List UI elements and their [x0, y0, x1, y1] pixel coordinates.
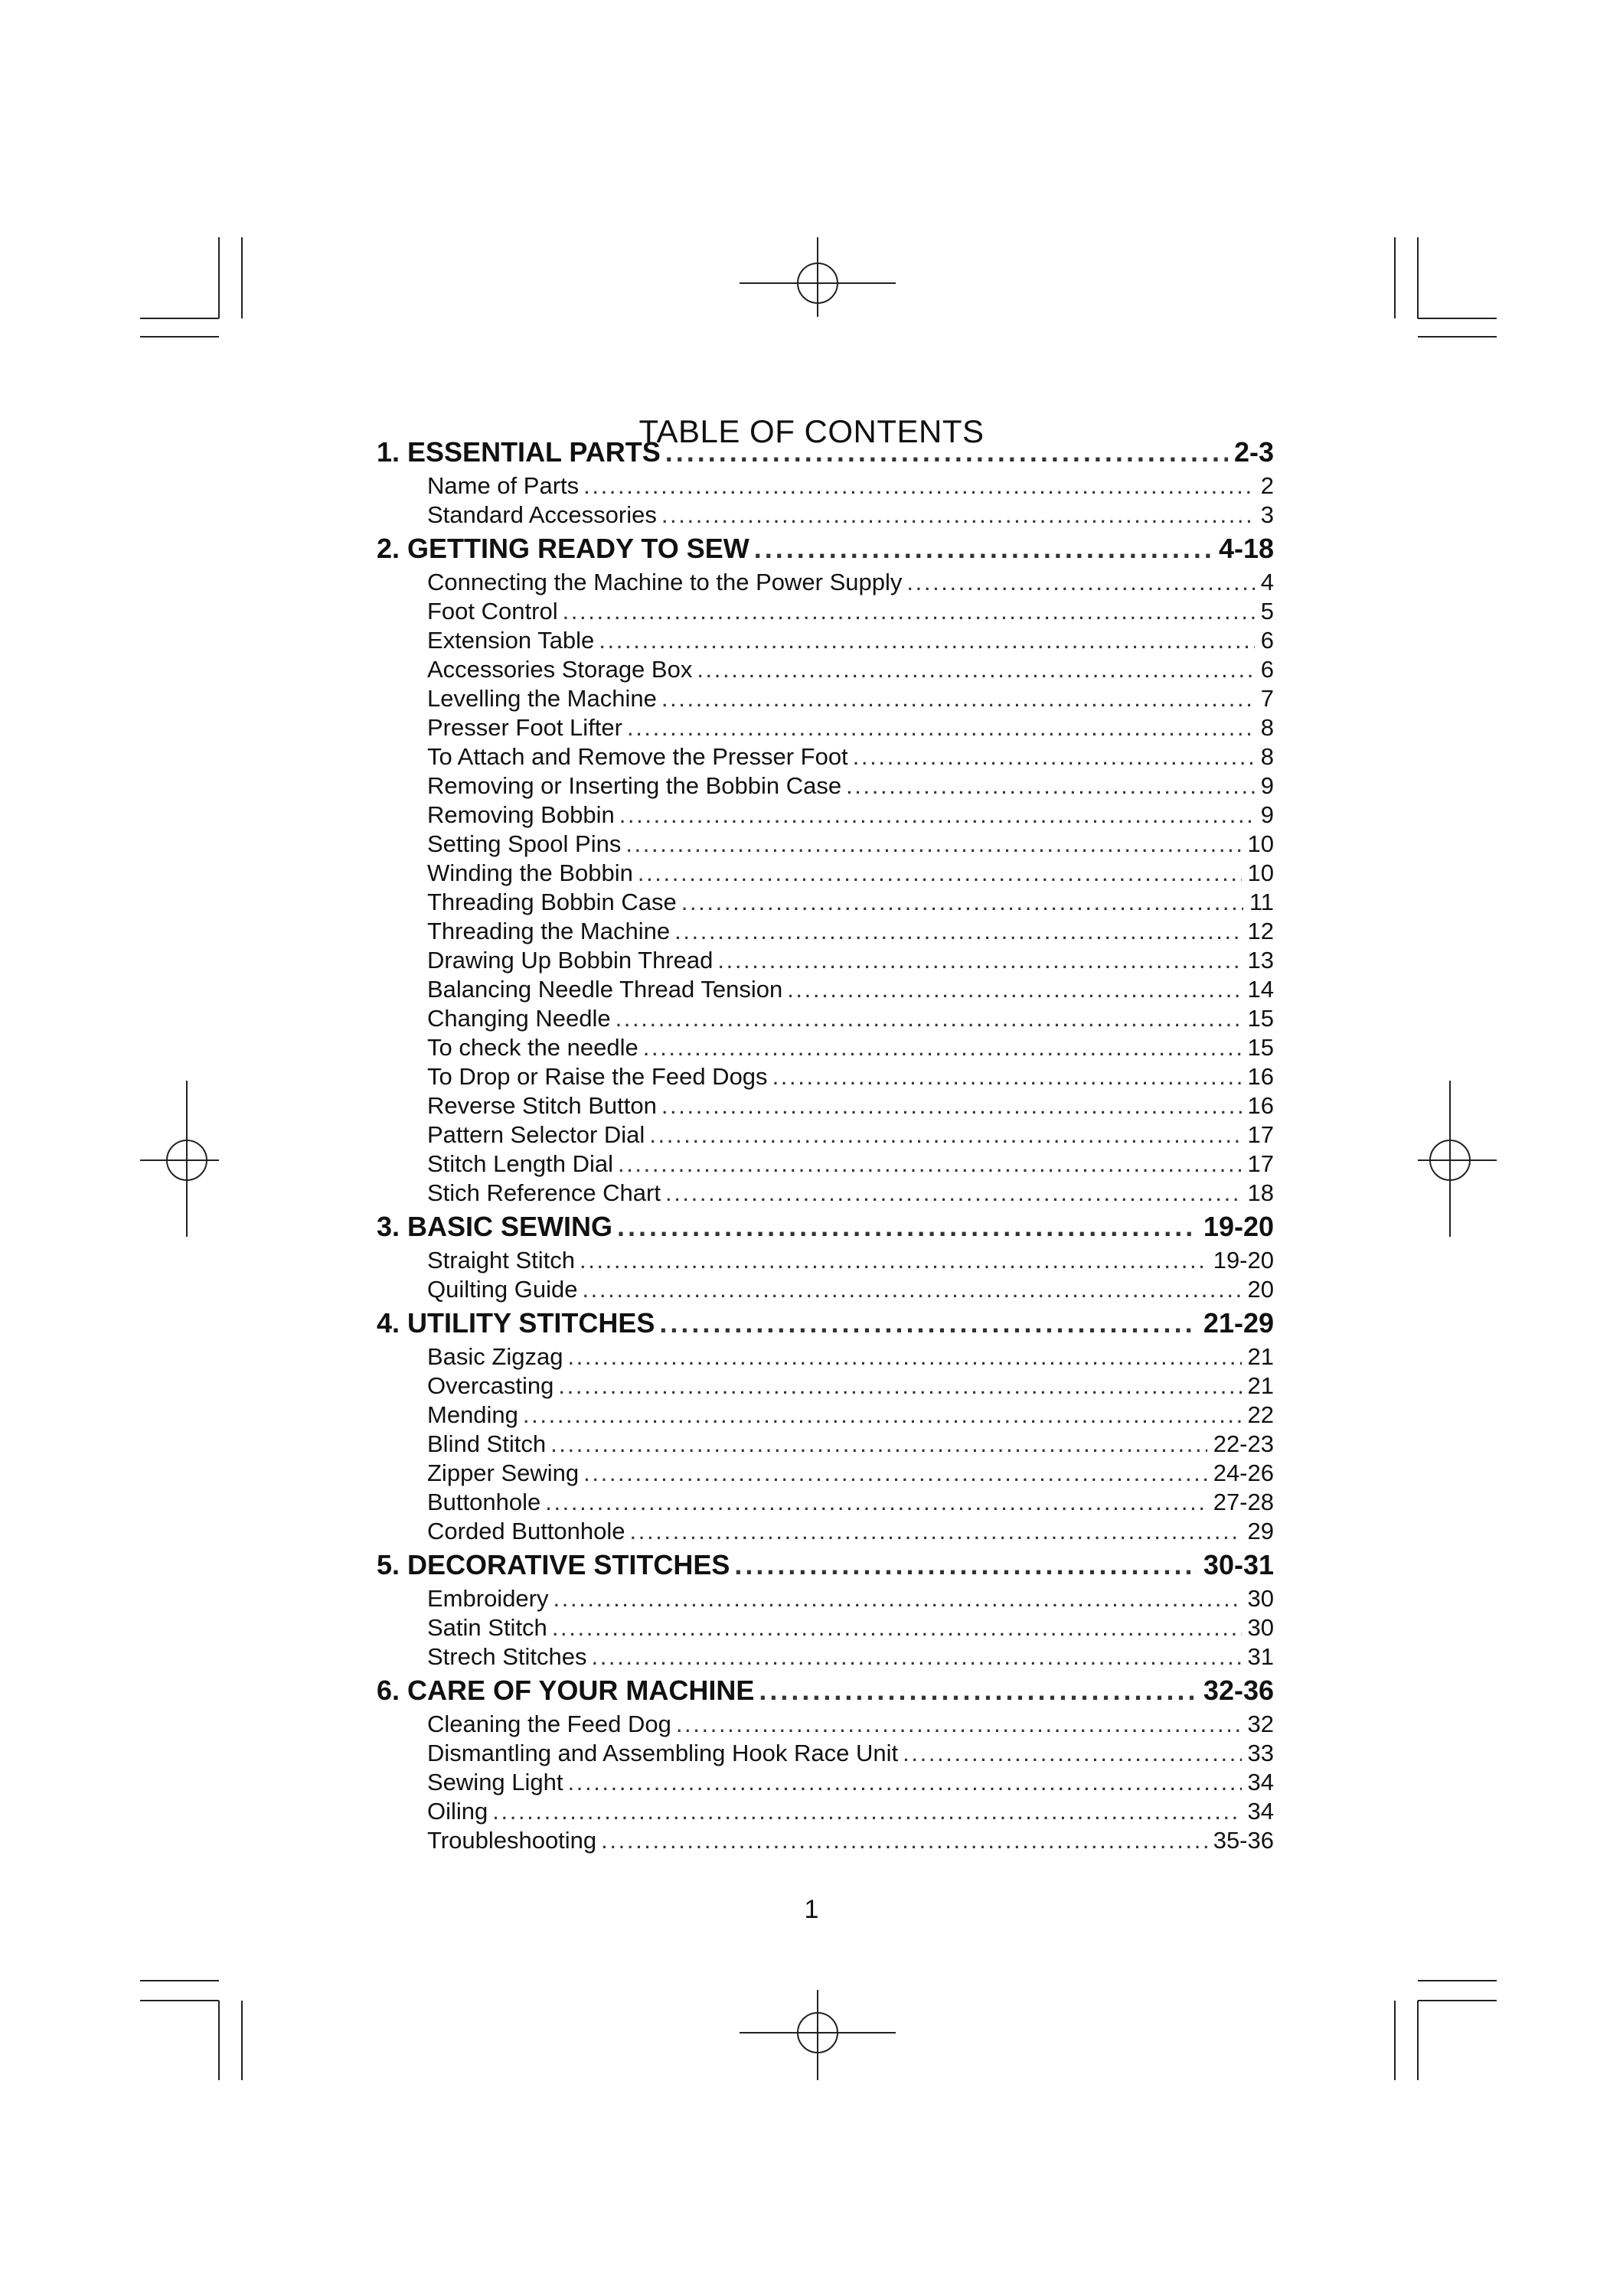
dot-leader: [552, 1613, 1242, 1642]
entry-page: 8: [1260, 714, 1274, 741]
toc-entry[interactable]: [377, 1613, 1274, 1642]
toc-entry[interactable]: [377, 1739, 1274, 1768]
dot-leader: [583, 471, 1255, 501]
toc-entry[interactable]: [377, 713, 1274, 742]
dot-leader: [554, 1584, 1242, 1613]
entry-title: Levelling the Machine: [427, 685, 657, 712]
entry-title: Reverse Stitch Button: [427, 1092, 657, 1119]
entry-title: Removing Bobbin: [427, 801, 615, 828]
entry-title: Stitch Length Dial: [427, 1150, 613, 1177]
dot-leader: [619, 801, 1255, 830]
entry-page: 7: [1260, 685, 1274, 712]
toc-entry[interactable]: [377, 1004, 1274, 1033]
entry-title: Standard Accessories: [427, 501, 657, 528]
entry-page: 21: [1247, 1343, 1274, 1370]
entry-title: Presser Foot Lifter: [427, 714, 622, 741]
section-page-range: 21-29: [1203, 1307, 1274, 1339]
toc-entry[interactable]: [377, 1179, 1274, 1208]
entry-page: 27-28: [1213, 1489, 1274, 1515]
toc-entry[interactable]: [377, 1033, 1274, 1062]
dot-leader: [567, 1342, 1241, 1371]
entry-page: 34: [1247, 1798, 1274, 1825]
entry-page: 4: [1260, 569, 1274, 595]
entry-title: Threading Bobbin Case: [427, 889, 677, 915]
entry-title: Corded Buttonhole: [427, 1518, 625, 1544]
dot-leader: [759, 1671, 1197, 1710]
entry-title: Pattern Selector Dial: [427, 1121, 645, 1148]
dot-leader: [625, 830, 1241, 859]
dot-leader: [638, 859, 1242, 888]
dot-leader: [665, 433, 1228, 471]
toc-section-heading[interactable]: [377, 530, 1274, 568]
dot-leader: [772, 1062, 1242, 1091]
entry-title: To Attach and Remove the Presser Foot: [427, 743, 848, 770]
toc-section-heading[interactable]: [377, 1304, 1274, 1342]
toc-section-heading[interactable]: [377, 1546, 1274, 1584]
dot-leader: [568, 1768, 1242, 1797]
dot-leader: [697, 655, 1254, 684]
toc-entry[interactable]: [377, 1246, 1274, 1275]
toc-entry[interactable]: [377, 1797, 1274, 1826]
dot-leader: [734, 1546, 1197, 1584]
entry-title: To check the needle: [427, 1034, 638, 1061]
entry-title: Embroidery: [427, 1585, 549, 1612]
entry-page: 10: [1247, 830, 1274, 857]
entry-page: 31: [1247, 1643, 1274, 1670]
entry-title: Changing Needle: [427, 1005, 611, 1032]
toc-entry[interactable]: [377, 1150, 1274, 1179]
toc-entry[interactable]: [377, 1091, 1274, 1120]
entry-title: Blind Stitch: [427, 1430, 547, 1457]
entry-page: 6: [1260, 627, 1274, 654]
toc-entry[interactable]: [377, 975, 1274, 1004]
entry-page: 5: [1260, 598, 1274, 625]
entry-title: Name of Parts: [427, 472, 580, 499]
dot-leader: [681, 888, 1243, 917]
entry-page: 17: [1247, 1121, 1274, 1148]
entry-page: 22-23: [1213, 1430, 1274, 1457]
dot-leader: [563, 597, 1255, 626]
section-title: 3. BASIC SEWING: [377, 1211, 613, 1242]
toc-entry[interactable]: [377, 1459, 1274, 1488]
toc-section-heading[interactable]: [377, 433, 1274, 471]
entry-page: 29: [1247, 1518, 1274, 1544]
dot-leader: [591, 1642, 1241, 1671]
entry-page: 17: [1247, 1150, 1274, 1177]
entry-title: Buttonhole: [427, 1489, 541, 1515]
dot-leader: [616, 1004, 1242, 1033]
dot-leader: [580, 1246, 1207, 1275]
section-page-range: 32-36: [1203, 1675, 1274, 1706]
registration-mark-bottom: [740, 1990, 896, 2080]
entry-title: Stich Reference Chart: [427, 1179, 661, 1206]
entry-page: 14: [1247, 976, 1274, 1003]
entry-page: 34: [1247, 1769, 1274, 1795]
entry-title: Setting Spool Pins: [427, 830, 622, 857]
entry-title: Threading the Machine: [427, 918, 671, 944]
entry-page: 15: [1247, 1005, 1274, 1032]
dot-leader: [853, 742, 1255, 771]
entry-title: Accessories Storage Box: [427, 656, 693, 683]
dot-leader: [787, 975, 1241, 1004]
table-of-contents: [377, 433, 1274, 1855]
dot-leader: [558, 1371, 1241, 1401]
section-title: 4. UTILITY STITCHES: [377, 1307, 655, 1339]
dot-leader: [599, 626, 1254, 655]
section-title: 1. ESSENTIAL PARTS: [377, 436, 661, 468]
dot-leader: [676, 1710, 1242, 1739]
toc-entry[interactable]: [377, 684, 1274, 713]
entry-page: 19-20: [1213, 1247, 1274, 1274]
toc-entry[interactable]: [377, 1826, 1274, 1855]
entry-title: Dismantling and Assembling Hook Race Unit: [427, 1740, 899, 1766]
toc-entry[interactable]: [377, 471, 1274, 501]
entry-page: 10: [1247, 859, 1274, 886]
entry-title: Drawing Up Bobbin Thread: [427, 947, 714, 974]
toc-entry[interactable]: [377, 655, 1274, 684]
entry-title: Connecting the Machine to the Power Supply: [427, 569, 903, 595]
entry-page: 3: [1260, 501, 1274, 528]
entry-page: 9: [1260, 801, 1274, 828]
section-page-range: 19-20: [1203, 1211, 1274, 1242]
dot-leader: [661, 501, 1255, 530]
registration-mark-top: [740, 237, 896, 317]
entry-page: 13: [1247, 947, 1274, 974]
registration-mark-right: [1418, 1081, 1497, 1237]
entry-page: 35-36: [1213, 1827, 1274, 1854]
dot-leader: [661, 684, 1255, 713]
toc-entry[interactable]: [377, 501, 1274, 530]
section-title: 5. DECORATIVE STITCHES: [377, 1549, 730, 1580]
crop-mark-bottom-right: [1395, 1981, 1497, 2080]
entry-title: Sewing Light: [427, 1769, 563, 1795]
dot-leader: [659, 1304, 1197, 1342]
dot-leader: [545, 1488, 1207, 1517]
toc-entry[interactable]: [377, 859, 1274, 888]
entry-title: To Drop or Raise the Feed Dogs: [427, 1063, 768, 1090]
entry-page: 32: [1247, 1711, 1274, 1737]
toc-entry[interactable]: [377, 1642, 1274, 1671]
entry-page: 30: [1247, 1614, 1274, 1641]
dot-leader: [903, 1739, 1241, 1768]
entry-page: 21: [1247, 1372, 1274, 1399]
toc-entry[interactable]: [377, 1401, 1274, 1430]
dot-leader: [582, 1275, 1241, 1304]
entry-title: Removing or Inserting the Bobbin Case: [427, 772, 842, 799]
toc-entry[interactable]: [377, 888, 1274, 917]
entry-page: 22: [1247, 1401, 1274, 1428]
toc-entry[interactable]: [377, 1062, 1274, 1091]
toc-entry[interactable]: [377, 1430, 1274, 1459]
entry-title: Balancing Needle Thread Tension: [427, 976, 783, 1003]
entry-page: 9: [1260, 772, 1274, 799]
entry-page: 6: [1260, 656, 1274, 683]
entry-page: 24-26: [1213, 1459, 1274, 1486]
toc-entry[interactable]: [377, 597, 1274, 626]
toc-entry[interactable]: [377, 568, 1274, 597]
entry-title: Oiling: [427, 1798, 488, 1825]
toc-entry[interactable]: [377, 1342, 1274, 1371]
page-number: 1: [804, 1895, 819, 1924]
section-page-range: 2-3: [1233, 436, 1274, 468]
toc-entry[interactable]: [377, 946, 1274, 975]
dot-leader: [754, 530, 1213, 568]
toc-entry[interactable]: [377, 917, 1274, 946]
entry-page: 11: [1249, 889, 1274, 915]
dot-leader: [717, 946, 1241, 975]
crop-mark-top-right: [1395, 237, 1497, 337]
toc-entry[interactable]: [377, 1584, 1274, 1613]
dot-leader: [492, 1797, 1241, 1826]
dot-leader: [630, 1517, 1242, 1546]
toc-entry[interactable]: [377, 1120, 1274, 1150]
dot-leader: [617, 1208, 1197, 1246]
dot-leader: [846, 771, 1255, 801]
toc-entry[interactable]: [377, 1517, 1274, 1546]
toc-entry[interactable]: [377, 626, 1274, 655]
dot-leader: [649, 1120, 1241, 1150]
registration-mark-left: [140, 1081, 219, 1237]
toc-section-heading[interactable]: [377, 1671, 1274, 1710]
entry-page: 20: [1247, 1276, 1274, 1303]
entry-page: 12: [1247, 918, 1274, 944]
entry-page: 30: [1247, 1585, 1274, 1612]
dot-leader: [550, 1430, 1207, 1459]
toc-entry[interactable]: [377, 1710, 1274, 1739]
dot-leader: [618, 1150, 1242, 1179]
section-page-range: 4-18: [1218, 533, 1274, 564]
crop-mark-top-left: [140, 237, 242, 337]
entry-title: Strech Stitches: [427, 1643, 587, 1670]
entry-page: 8: [1260, 743, 1274, 770]
entry-page: 16: [1247, 1063, 1274, 1090]
toc-entry[interactable]: [377, 1275, 1274, 1304]
entry-title: Mending: [427, 1401, 518, 1428]
entry-title: Quilting Guide: [427, 1276, 578, 1303]
entry-title: Foot Control: [427, 598, 558, 625]
entry-title: Winding the Bobbin: [427, 859, 633, 886]
entry-title: Satin Stitch: [427, 1614, 547, 1641]
toc-entry[interactable]: [377, 1488, 1274, 1517]
entry-page: 2: [1260, 472, 1274, 499]
section-title: 6. CARE OF YOUR MACHINE: [377, 1675, 755, 1706]
page-title: TABLE OF CONTENTS: [638, 413, 985, 450]
section-page-range: 30-31: [1203, 1549, 1274, 1580]
entry-title: Straight Stitch: [427, 1247, 575, 1274]
entry-title: Zipper Sewing: [427, 1459, 580, 1486]
dot-leader: [601, 1826, 1207, 1855]
entry-title: Basic Zigzag: [427, 1343, 563, 1370]
entry-title: Overcasting: [427, 1372, 554, 1399]
dot-leader: [665, 1179, 1242, 1208]
entry-page: 15: [1247, 1034, 1274, 1061]
entry-title: Extension Table: [427, 627, 595, 654]
dot-leader: [627, 713, 1255, 742]
toc-entry[interactable]: [377, 801, 1274, 830]
dot-leader: [674, 917, 1241, 946]
dot-leader: [583, 1459, 1207, 1488]
toc-entry[interactable]: [377, 1768, 1274, 1797]
toc-entry[interactable]: [377, 830, 1274, 859]
dot-leader: [906, 568, 1254, 597]
dot-leader: [523, 1401, 1242, 1430]
toc-entry[interactable]: [377, 742, 1274, 771]
entry-page: 18: [1247, 1179, 1274, 1206]
crop-mark-bottom-left: [140, 1981, 242, 2080]
toc-section-heading[interactable]: [377, 1208, 1274, 1246]
entry-title: Troubleshooting: [427, 1827, 597, 1854]
entry-page: 16: [1247, 1092, 1274, 1119]
toc-entry[interactable]: [377, 771, 1274, 801]
entry-title: Cleaning the Feed Dog: [427, 1711, 671, 1737]
dot-leader: [661, 1091, 1242, 1120]
section-title: 2. GETTING READY TO SEW: [377, 533, 749, 564]
entry-page: 33: [1247, 1740, 1274, 1766]
toc-entry[interactable]: [377, 1371, 1274, 1401]
dot-leader: [643, 1033, 1242, 1062]
